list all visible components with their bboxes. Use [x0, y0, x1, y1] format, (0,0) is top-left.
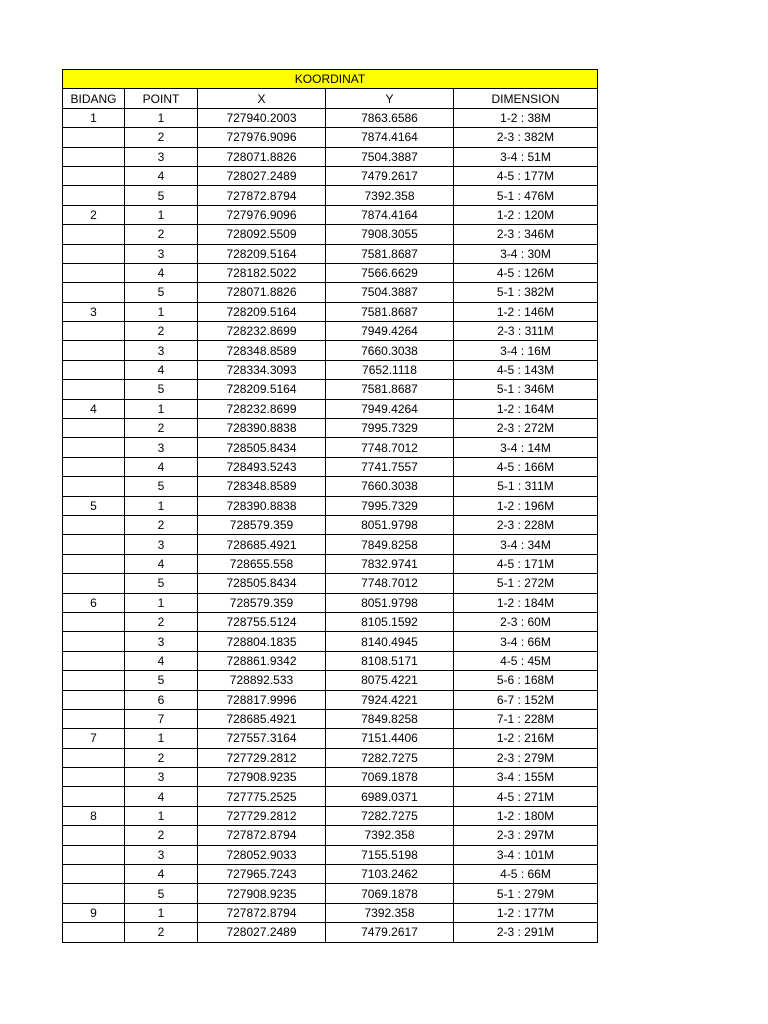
cell-bidang — [63, 554, 125, 573]
cell-point: 3 — [125, 632, 198, 651]
cell-point: 4 — [125, 263, 198, 282]
cell-point: 2 — [125, 515, 198, 534]
cell-y: 7069.1878 — [326, 884, 454, 903]
cell-dimension: 3-4 : 30M — [454, 244, 598, 263]
cell-bidang — [63, 709, 125, 728]
cell-bidang — [63, 186, 125, 205]
title-row — [63, 70, 598, 89]
cell-dimension: 5-6 : 168M — [454, 671, 598, 690]
cell-x: 728892.533 — [198, 671, 326, 690]
cell-x: 727940.2003 — [198, 108, 326, 127]
table-row — [63, 748, 598, 767]
cell-bidang — [63, 884, 125, 903]
cell-y: 7874.4164 — [326, 128, 454, 147]
cell-x: 727557.3164 — [198, 729, 326, 748]
cell-x: 728209.5164 — [198, 244, 326, 263]
cell-y: 7863.6586 — [326, 108, 454, 127]
table-row — [63, 845, 598, 864]
cell-y: 7995.7329 — [326, 496, 454, 515]
cell-point: 4 — [125, 166, 198, 185]
coordinate-table — [62, 69, 598, 943]
cell-bidang: 2 — [63, 205, 125, 224]
table-row — [63, 593, 598, 612]
cell-point: 5 — [125, 477, 198, 496]
cell-y: 7660.3038 — [326, 477, 454, 496]
cell-dimension: 5-1 : 272M — [454, 574, 598, 593]
cell-point: 5 — [125, 186, 198, 205]
cell-point: 2 — [125, 612, 198, 631]
table-row — [63, 574, 598, 593]
cell-bidang — [63, 690, 125, 709]
cell-bidang — [63, 147, 125, 166]
cell-y: 7949.4264 — [326, 399, 454, 418]
cell-point: 3 — [125, 768, 198, 787]
cell-bidang — [63, 477, 125, 496]
cell-bidang — [63, 322, 125, 341]
cell-y: 7849.8258 — [326, 535, 454, 554]
cell-y: 7151.4406 — [326, 729, 454, 748]
cell-point: 4 — [125, 865, 198, 884]
cell-dimension: 3-4 : 34M — [454, 535, 598, 554]
cell-x: 728817.9996 — [198, 690, 326, 709]
cell-y: 7832.9741 — [326, 554, 454, 573]
cell-point: 5 — [125, 671, 198, 690]
cell-y: 7392.358 — [326, 826, 454, 845]
cell-bidang — [63, 360, 125, 379]
table-row — [63, 166, 598, 185]
cell-bidang — [63, 283, 125, 302]
cell-x: 728348.8589 — [198, 341, 326, 360]
cell-point: 1 — [125, 496, 198, 515]
cell-bidang: 3 — [63, 302, 125, 321]
cell-dimension: 4-5 : 143M — [454, 360, 598, 379]
cell-x: 728505.8434 — [198, 574, 326, 593]
cell-y: 7849.8258 — [326, 709, 454, 728]
table-row — [63, 419, 598, 438]
cell-x: 728182.5022 — [198, 263, 326, 282]
cell-y: 7949.4264 — [326, 322, 454, 341]
cell-point: 1 — [125, 399, 198, 418]
cell-dimension: 5-1 : 311M — [454, 477, 598, 496]
header-row — [63, 89, 598, 108]
cell-y: 6989.0371 — [326, 787, 454, 806]
cell-bidang — [63, 341, 125, 360]
cell-bidang — [63, 128, 125, 147]
cell-y: 7504.3887 — [326, 147, 454, 166]
cell-y: 8105.1592 — [326, 612, 454, 631]
cell-bidang: 5 — [63, 496, 125, 515]
header-bidang: BIDANG — [63, 89, 125, 108]
cell-y: 7103.2462 — [326, 865, 454, 884]
cell-point: 3 — [125, 438, 198, 457]
cell-x: 727729.2812 — [198, 806, 326, 825]
cell-x: 728493.5243 — [198, 457, 326, 476]
cell-bidang — [63, 515, 125, 534]
table-title: KOORDINAT — [63, 70, 598, 89]
cell-x: 728232.8699 — [198, 399, 326, 418]
cell-point: 4 — [125, 554, 198, 573]
header-dimension: DIMENSION — [454, 89, 598, 108]
cell-bidang — [63, 263, 125, 282]
cell-y: 7874.4164 — [326, 205, 454, 224]
cell-y: 7392.358 — [326, 903, 454, 922]
cell-x: 728685.4921 — [198, 709, 326, 728]
cell-point: 1 — [125, 903, 198, 922]
cell-bidang — [63, 419, 125, 438]
cell-bidang — [63, 826, 125, 845]
cell-dimension: 2-3 : 382M — [454, 128, 598, 147]
cell-dimension: 3-4 : 14M — [454, 438, 598, 457]
cell-x: 728655.558 — [198, 554, 326, 573]
cell-bidang — [63, 574, 125, 593]
table-row — [63, 632, 598, 651]
cell-bidang: 8 — [63, 806, 125, 825]
cell-dimension: 1-2 : 216M — [454, 729, 598, 748]
cell-bidang — [63, 787, 125, 806]
cell-dimension: 2-3 : 311M — [454, 322, 598, 341]
cell-x: 728348.8589 — [198, 477, 326, 496]
table-row — [63, 535, 598, 554]
cell-dimension: 2-3 : 346M — [454, 225, 598, 244]
cell-x: 727976.9096 — [198, 128, 326, 147]
cell-dimension: 5-1 : 346M — [454, 380, 598, 399]
cell-bidang — [63, 380, 125, 399]
cell-point: 2 — [125, 128, 198, 147]
table-row — [63, 244, 598, 263]
cell-x: 728390.8838 — [198, 419, 326, 438]
table-row — [63, 729, 598, 748]
table-row — [63, 205, 598, 224]
table-row — [63, 341, 598, 360]
cell-bidang — [63, 457, 125, 476]
cell-x: 728209.5164 — [198, 302, 326, 321]
cell-x: 728027.2489 — [198, 166, 326, 185]
cell-x: 728505.8434 — [198, 438, 326, 457]
cell-y: 8075.4221 — [326, 671, 454, 690]
cell-point: 5 — [125, 574, 198, 593]
cell-dimension: 2-3 : 279M — [454, 748, 598, 767]
cell-dimension: 1-2 : 196M — [454, 496, 598, 515]
cell-y: 7392.358 — [326, 186, 454, 205]
cell-point: 2 — [125, 748, 198, 767]
cell-bidang — [63, 632, 125, 651]
cell-dimension: 2-3 : 228M — [454, 515, 598, 534]
cell-bidang — [63, 651, 125, 670]
table-row — [63, 147, 598, 166]
table-row — [63, 865, 598, 884]
cell-x: 727965.7243 — [198, 865, 326, 884]
cell-x: 728804.1835 — [198, 632, 326, 651]
cell-y: 7282.7275 — [326, 748, 454, 767]
cell-y: 7581.8687 — [326, 302, 454, 321]
cell-x: 728071.8826 — [198, 147, 326, 166]
cell-y: 7924.4221 — [326, 690, 454, 709]
cell-dimension: 1-2 : 177M — [454, 903, 598, 922]
header-x: X — [198, 89, 326, 108]
cell-y: 7908.3055 — [326, 225, 454, 244]
cell-bidang — [63, 244, 125, 263]
cell-x: 728209.5164 — [198, 380, 326, 399]
table-row — [63, 108, 598, 127]
cell-y: 7479.2617 — [326, 923, 454, 942]
table-row — [63, 903, 598, 922]
cell-bidang — [63, 748, 125, 767]
cell-point: 2 — [125, 322, 198, 341]
header-point: POINT — [125, 89, 198, 108]
table-row — [63, 806, 598, 825]
cell-bidang — [63, 845, 125, 864]
table-row — [63, 477, 598, 496]
cell-dimension: 2-3 : 297M — [454, 826, 598, 845]
table-row — [63, 923, 598, 942]
cell-y: 7995.7329 — [326, 419, 454, 438]
table-row — [63, 612, 598, 631]
table-row — [63, 380, 598, 399]
cell-dimension: 4-5 : 166M — [454, 457, 598, 476]
cell-bidang — [63, 166, 125, 185]
cell-bidang: 9 — [63, 903, 125, 922]
cell-point: 2 — [125, 826, 198, 845]
cell-y: 7566.6629 — [326, 263, 454, 282]
cell-point: 1 — [125, 729, 198, 748]
cell-point: 2 — [125, 923, 198, 942]
cell-point: 2 — [125, 225, 198, 244]
cell-bidang — [63, 535, 125, 554]
cell-point: 4 — [125, 457, 198, 476]
cell-dimension: 4-5 : 271M — [454, 787, 598, 806]
cell-point: 3 — [125, 244, 198, 263]
table-row — [63, 515, 598, 534]
table-row — [63, 671, 598, 690]
cell-bidang: 1 — [63, 108, 125, 127]
cell-point: 5 — [125, 884, 198, 903]
cell-y: 8051.9798 — [326, 515, 454, 534]
cell-y: 8051.9798 — [326, 593, 454, 612]
cell-x: 728052.9033 — [198, 845, 326, 864]
cell-y: 7741.7557 — [326, 457, 454, 476]
table-row — [63, 826, 598, 845]
cell-bidang: 7 — [63, 729, 125, 748]
cell-dimension: 7-1 : 228M — [454, 709, 598, 728]
cell-x: 728334.3093 — [198, 360, 326, 379]
cell-x: 727872.8794 — [198, 826, 326, 845]
cell-point: 1 — [125, 108, 198, 127]
table-row — [63, 554, 598, 573]
cell-y: 7652.1118 — [326, 360, 454, 379]
cell-dimension: 4-5 : 171M — [454, 554, 598, 573]
cell-y: 7748.7012 — [326, 574, 454, 593]
cell-y: 7504.3887 — [326, 283, 454, 302]
table-row — [63, 283, 598, 302]
cell-point: 3 — [125, 845, 198, 864]
cell-dimension: 4-5 : 177M — [454, 166, 598, 185]
cell-bidang — [63, 612, 125, 631]
cell-bidang: 6 — [63, 593, 125, 612]
table-row — [63, 438, 598, 457]
cell-point: 5 — [125, 380, 198, 399]
cell-point: 4 — [125, 360, 198, 379]
cell-bidang — [63, 225, 125, 244]
cell-point: 2 — [125, 419, 198, 438]
cell-point: 5 — [125, 283, 198, 302]
cell-y: 7282.7275 — [326, 806, 454, 825]
cell-point: 3 — [125, 341, 198, 360]
table-row — [63, 884, 598, 903]
cell-x: 728071.8826 — [198, 283, 326, 302]
cell-point: 6 — [125, 690, 198, 709]
cell-x: 727908.9235 — [198, 884, 326, 903]
cell-x: 727729.2812 — [198, 748, 326, 767]
table-row — [63, 709, 598, 728]
cell-dimension: 4-5 : 126M — [454, 263, 598, 282]
cell-x: 728579.359 — [198, 593, 326, 612]
cell-dimension: 3-4 : 155M — [454, 768, 598, 787]
cell-x: 728685.4921 — [198, 535, 326, 554]
cell-point: 1 — [125, 302, 198, 321]
cell-dimension: 5-1 : 476M — [454, 186, 598, 205]
cell-x: 728232.8699 — [198, 322, 326, 341]
table-row — [63, 322, 598, 341]
table-row — [63, 360, 598, 379]
cell-dimension: 3-4 : 101M — [454, 845, 598, 864]
cell-dimension: 1-2 : 38M — [454, 108, 598, 127]
cell-point: 1 — [125, 205, 198, 224]
cell-y: 7660.3038 — [326, 341, 454, 360]
table-row — [63, 787, 598, 806]
cell-y: 7581.8687 — [326, 244, 454, 263]
cell-y: 8140.4945 — [326, 632, 454, 651]
cell-y: 8108.5171 — [326, 651, 454, 670]
cell-dimension: 1-2 : 146M — [454, 302, 598, 321]
cell-x: 728092.5509 — [198, 225, 326, 244]
cell-dimension: 3-4 : 51M — [454, 147, 598, 166]
cell-dimension: 2-3 : 291M — [454, 923, 598, 942]
table-row — [63, 186, 598, 205]
table-row — [63, 263, 598, 282]
cell-x: 727872.8794 — [198, 186, 326, 205]
cell-x: 728579.359 — [198, 515, 326, 534]
cell-y: 7479.2617 — [326, 166, 454, 185]
table-row — [63, 768, 598, 787]
cell-bidang — [63, 865, 125, 884]
cell-point: 1 — [125, 593, 198, 612]
cell-x: 727976.9096 — [198, 205, 326, 224]
cell-point: 1 — [125, 806, 198, 825]
cell-x: 728755.5124 — [198, 612, 326, 631]
cell-y: 7581.8687 — [326, 380, 454, 399]
cell-dimension: 3-4 : 16M — [454, 341, 598, 360]
table-row — [63, 399, 598, 418]
cell-point: 3 — [125, 147, 198, 166]
cell-bidang: 4 — [63, 399, 125, 418]
cell-dimension: 5-1 : 279M — [454, 884, 598, 903]
cell-y: 7155.5198 — [326, 845, 454, 864]
table-row — [63, 302, 598, 321]
cell-point: 7 — [125, 709, 198, 728]
cell-dimension: 1-2 : 120M — [454, 205, 598, 224]
header-y: Y — [326, 89, 454, 108]
cell-point: 4 — [125, 651, 198, 670]
cell-bidang — [63, 768, 125, 787]
cell-x: 728027.2489 — [198, 923, 326, 942]
cell-bidang — [63, 923, 125, 942]
cell-x: 727908.9235 — [198, 768, 326, 787]
cell-point: 3 — [125, 535, 198, 554]
cell-dimension: 1-2 : 164M — [454, 399, 598, 418]
cell-x: 728390.8838 — [198, 496, 326, 515]
cell-y: 7748.7012 — [326, 438, 454, 457]
table-row — [63, 225, 598, 244]
table-row — [63, 496, 598, 515]
cell-bidang — [63, 438, 125, 457]
cell-point: 4 — [125, 787, 198, 806]
table-row — [63, 457, 598, 476]
cell-dimension: 4-5 : 66M — [454, 865, 598, 884]
cell-dimension: 1-2 : 180M — [454, 806, 598, 825]
cell-dimension: 2-3 : 272M — [454, 419, 598, 438]
cell-x: 727775.2525 — [198, 787, 326, 806]
table-row — [63, 651, 598, 670]
cell-dimension: 5-1 : 382M — [454, 283, 598, 302]
cell-y: 7069.1878 — [326, 768, 454, 787]
cell-bidang — [63, 671, 125, 690]
cell-dimension: 2-3 : 60M — [454, 612, 598, 631]
cell-dimension: 1-2 : 184M — [454, 593, 598, 612]
cell-dimension: 4-5 : 45M — [454, 651, 598, 670]
table-row — [63, 128, 598, 147]
cell-x: 727872.8794 — [198, 903, 326, 922]
table-row — [63, 690, 598, 709]
cell-dimension: 3-4 : 66M — [454, 632, 598, 651]
cell-dimension: 6-7 : 152M — [454, 690, 598, 709]
cell-x: 728861.9342 — [198, 651, 326, 670]
